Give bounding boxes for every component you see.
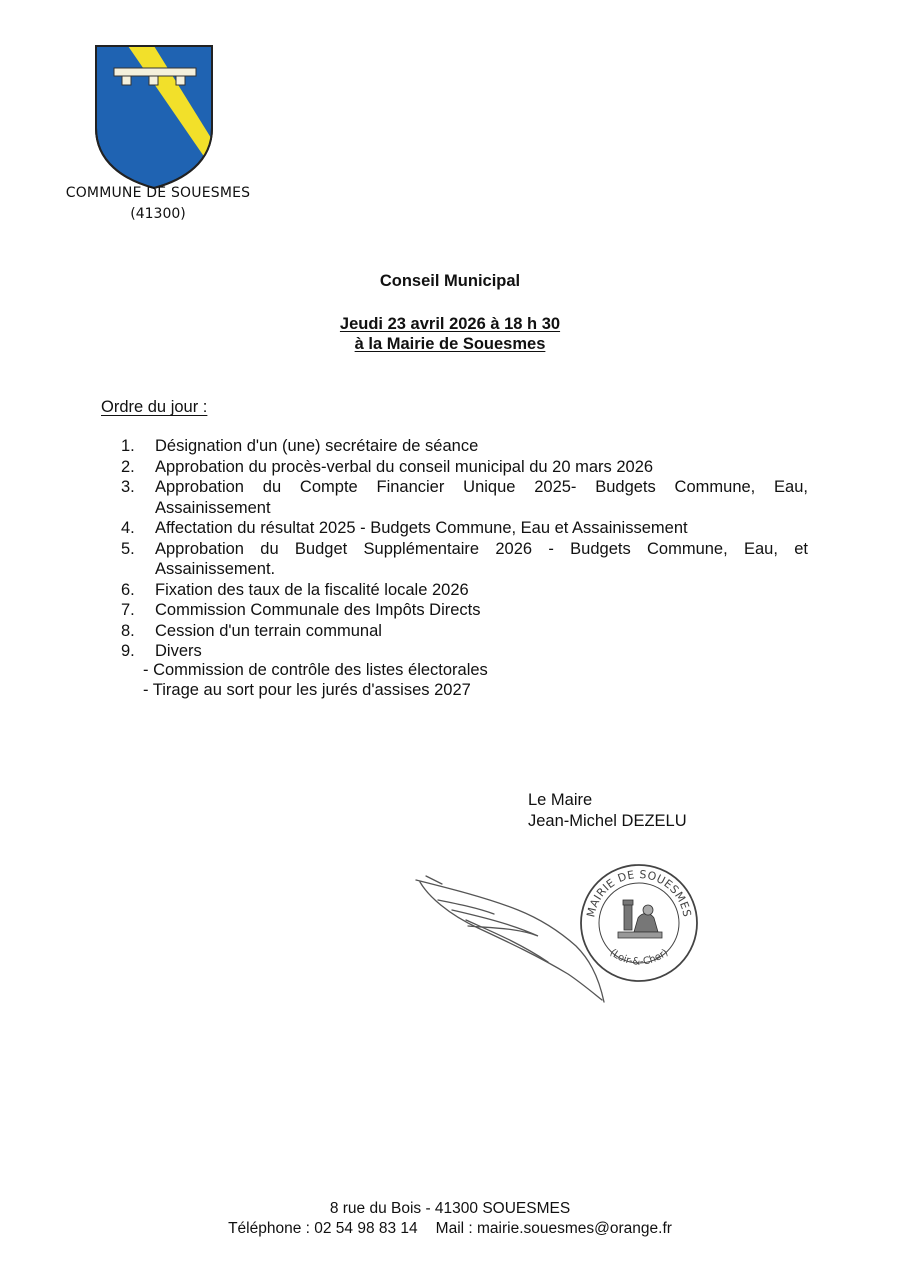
agenda-item-number: 8. [121, 621, 135, 640]
footer-phone: Téléphone : 02 54 98 83 14 [228, 1220, 418, 1237]
agenda-item-number: 6. [121, 580, 135, 599]
agenda-item [108, 539, 808, 580]
agenda-item [108, 457, 808, 478]
agenda-item-number: 2. [121, 457, 135, 476]
mayor-name: Jean-Michel DEZELU [528, 812, 687, 830]
meeting-date: Jeudi 23 avril 2026 à 18 h 30 [339, 315, 561, 333]
agenda-item-number: 3. [121, 478, 135, 496]
agenda-item [108, 621, 808, 642]
agenda-sub-items [143, 660, 488, 700]
agenda-list [108, 436, 808, 662]
agenda-item-number: 5. [121, 539, 135, 558]
agenda-item-text: Divers [155, 642, 202, 660]
agenda-item-text: Cession d'un terrain communal [155, 621, 382, 640]
agenda-item-text: Approbation du procès-verbal du conseil municipal du 20 mars 2026 [155, 457, 654, 476]
agenda-item-text: Approbation du Compte Financier Unique 2025- Budgets Commune, Eau, Assainissement [155, 478, 808, 517]
footer-address: 8 rue du Bois - 41300 SOUESMES [329, 1200, 571, 1217]
svg-text:(Loir-&-Cher): (Loir-&-Cher) [607, 947, 671, 968]
agenda-item [108, 641, 808, 662]
agenda-item-number: 7. [121, 601, 135, 619]
agenda-item-text: Désignation d'un (une) secrétaire de séance [155, 437, 479, 455]
meeting-place: à la Mairie de Souesmes [354, 335, 546, 353]
agenda-item-text: Approbation du Budget Supplémentaire 2026 - Budgets Commune, Eau, et Assainissement. [155, 539, 808, 578]
agenda-sub-item: - Tirage au sort pour les jurés d'assises 2027 [143, 681, 471, 699]
agenda-item-number: 4. [121, 519, 135, 537]
svg-text:MAIRIE DE SOUESMES: MAIRIE DE SOUESMES [584, 867, 694, 919]
agenda-item [108, 518, 808, 539]
meeting-title: Conseil Municipal [379, 272, 521, 290]
commune-crest-logo [92, 42, 216, 192]
agenda-item-text: Commission Communale des Impôts Directs [155, 601, 481, 619]
commune-name: COMMUNE DE SOUESMES [65, 185, 251, 201]
agenda-sub-item: - Commission de contrôle des listes électorales [143, 661, 488, 679]
agenda-item-number: 9. [121, 642, 135, 660]
agenda-item [108, 477, 808, 518]
agenda-item [108, 580, 808, 601]
commune-postal-code: (41300) [130, 206, 186, 222]
agenda-heading: Ordre du jour : [101, 398, 208, 416]
agenda-item [108, 600, 808, 621]
footer-contact [0, 1220, 900, 1238]
agenda-item-text: Fixation des taux de la fiscalité locale 2026 [155, 580, 469, 599]
agenda-item [108, 436, 808, 457]
mayor-title: Le Maire [528, 791, 593, 809]
agenda-item-text: Affectation du résultat 2025 - Budgets Commune, Eau et Assainissement [155, 519, 688, 537]
footer-mail: Mail : mairie.souesmes@orange.fr [435, 1220, 672, 1237]
agenda-item-number: 1. [121, 437, 135, 455]
mairie-seal-stamp [578, 862, 700, 984]
